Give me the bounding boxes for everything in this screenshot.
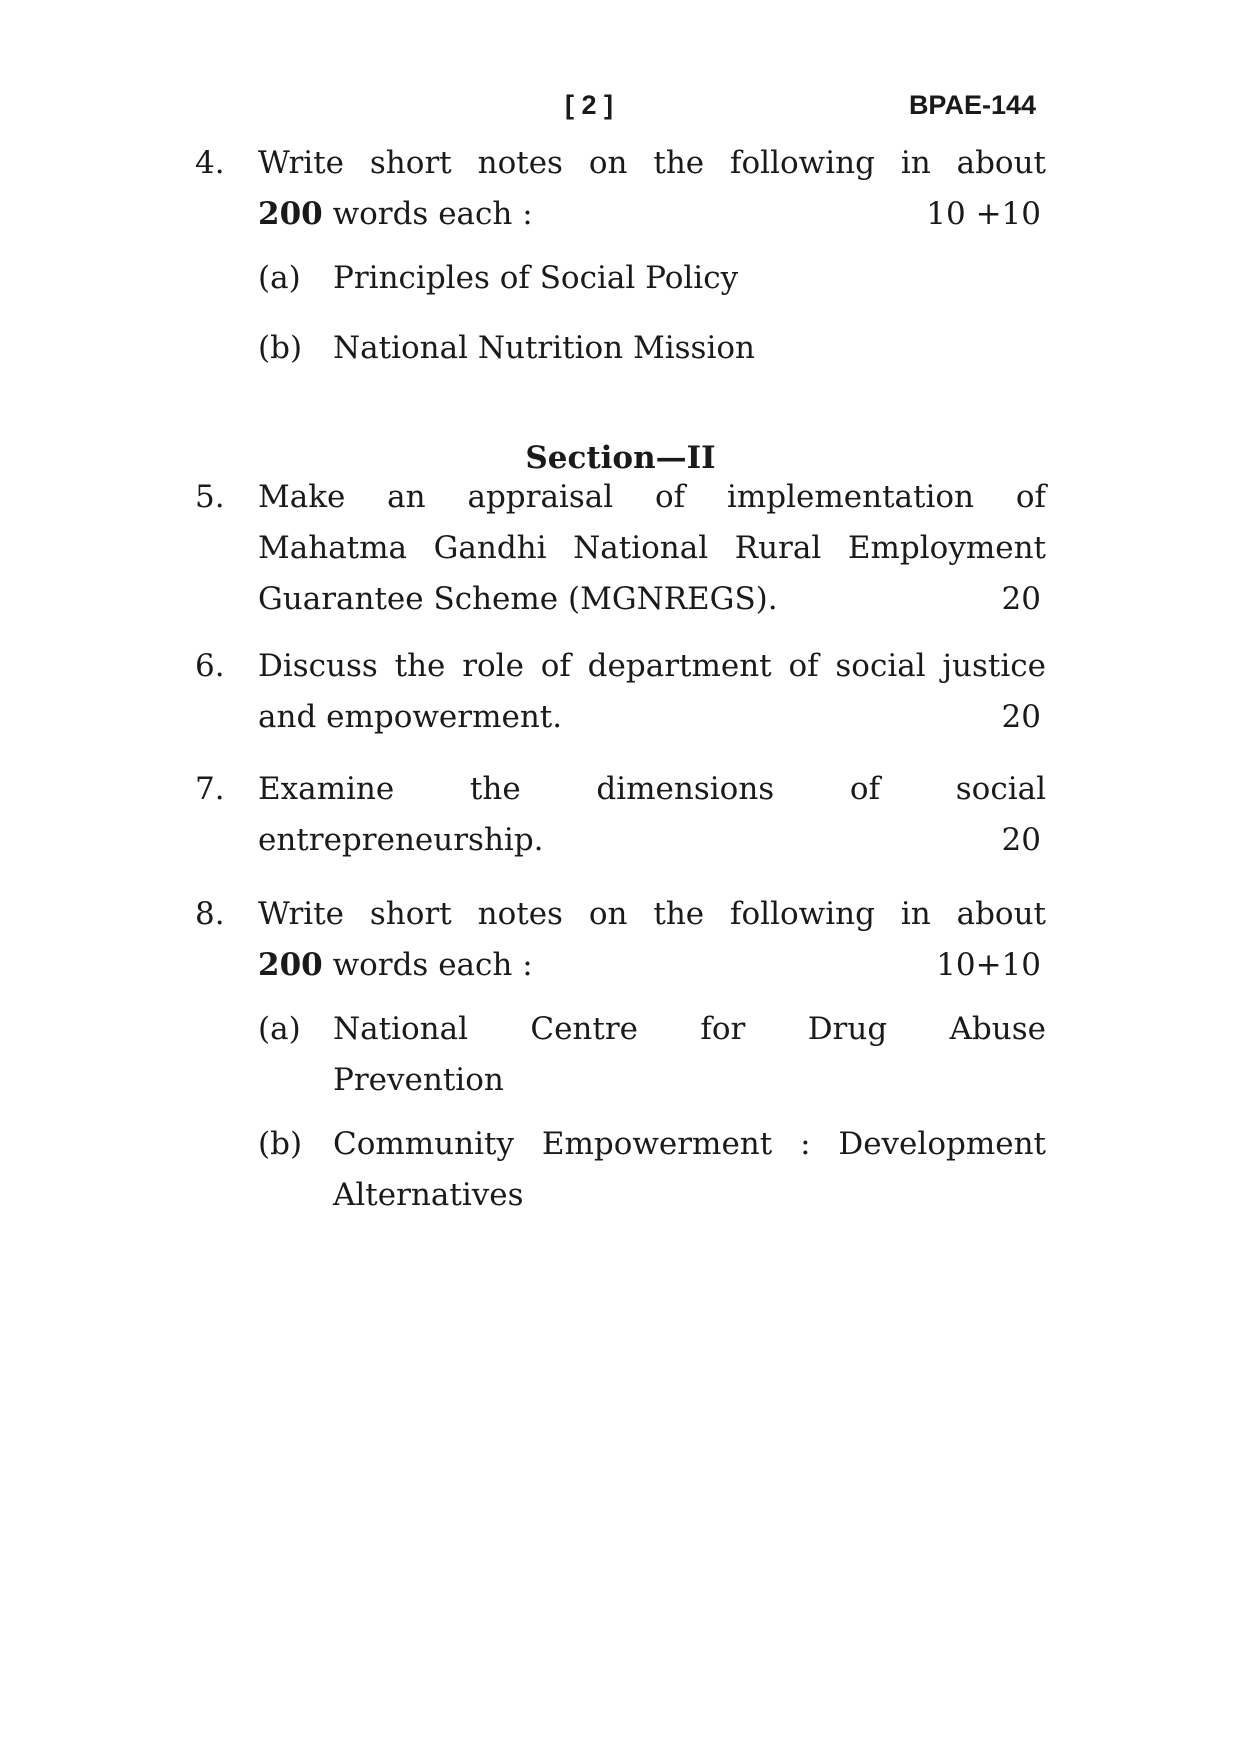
sub-question-4a — [258, 253, 1046, 304]
question-8 — [195, 889, 1046, 991]
question-5 — [195, 472, 1046, 625]
question-text-fragment: words each : — [322, 947, 533, 983]
question-number: 6. — [195, 648, 225, 684]
question-text-line: Discuss the role of department of social justice — [258, 648, 1046, 684]
question-6 — [195, 641, 1046, 743]
sub-label: (a) — [258, 1011, 301, 1047]
question-text-line — [258, 940, 533, 991]
question-number: 8. — [195, 896, 225, 932]
section-heading: Section—II — [525, 440, 716, 476]
question-text-line: Examine the dimensions of social — [258, 771, 1046, 807]
question-4 — [195, 138, 1046, 240]
sub-text: National Nutrition Mission — [333, 330, 756, 366]
question-text-line: Guarantee Scheme (MGNREGS). — [258, 581, 778, 617]
question-number: 4. — [195, 145, 225, 181]
sub-question-8b — [258, 1119, 1046, 1221]
sub-text-line: National Centre for Drug Abuse — [333, 1011, 1046, 1047]
marks: 20 — [1001, 699, 1041, 735]
question-text-line: Write short notes on the following in about — [258, 145, 1046, 181]
sub-label: (b) — [258, 330, 303, 366]
sub-text: Principles of Social Policy — [333, 260, 739, 296]
paper-code: BPAE-144 — [908, 90, 1036, 120]
marks: 20 — [1001, 581, 1041, 617]
marks: 10 +10 — [926, 196, 1041, 232]
word-limit: 200 — [258, 196, 323, 232]
question-7 — [195, 764, 1046, 866]
sub-question-4b — [258, 323, 1046, 374]
question-text-line: entrepreneurship. — [258, 822, 544, 858]
question-number: 5. — [195, 479, 225, 515]
question-text-line: Write short notes on the following in about — [258, 896, 1046, 932]
sub-text-line: Alternatives — [333, 1177, 524, 1213]
marks: 20 — [1001, 822, 1041, 858]
question-text-line: Make an appraisal of implementation of — [258, 479, 1046, 515]
question-number: 7. — [195, 771, 225, 807]
sub-text-line: Community Empowerment : Development — [333, 1126, 1046, 1162]
question-text-line: Mahatma Gandhi National Rural Employment — [258, 530, 1046, 566]
sub-text-line: Prevention — [333, 1062, 504, 1098]
question-text-line — [258, 189, 533, 240]
page-number: [ 2 ] — [565, 90, 614, 120]
sub-label: (a) — [258, 260, 301, 296]
sub-label: (b) — [258, 1126, 303, 1162]
question-text-fragment: words each : — [322, 196, 533, 232]
sub-question-8a — [258, 1004, 1046, 1106]
question-text-line: and empowerment. — [258, 699, 563, 735]
word-limit: 200 — [258, 947, 323, 983]
marks: 10+10 — [936, 947, 1041, 983]
